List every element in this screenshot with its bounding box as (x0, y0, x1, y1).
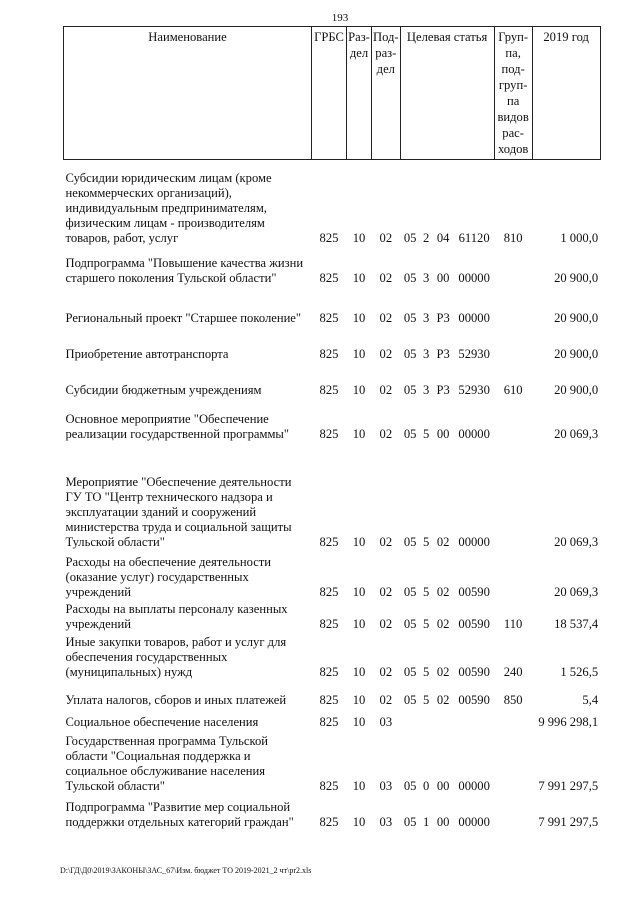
row-target-direction: 00000 (458, 778, 490, 793)
row-target-direction: 52930 (458, 382, 490, 397)
row-target-program: 05 (403, 426, 417, 441)
table-row (64, 160, 601, 246)
row-target-subprogram: 5 (422, 584, 430, 599)
row-target-subprogram: 2 (422, 230, 430, 245)
row-grbs: 825 (319, 230, 339, 245)
row-name: Региональный проект "Старшее поколение" (65, 310, 302, 325)
row-razdel: 10 (352, 814, 366, 829)
table-row (64, 730, 601, 794)
row-expense-type: 610 (503, 382, 523, 397)
row-podrazdel: 02 (379, 346, 393, 361)
row-grbs: 825 (319, 714, 339, 729)
row-expense-type (494, 398, 532, 442)
row-amount: 20 900,0 (554, 382, 599, 397)
row-expense-type: 110 (503, 616, 523, 631)
table-row (64, 680, 601, 708)
page-number: 193 (331, 12, 349, 24)
table-row (64, 794, 601, 830)
row-amount: 20 069,3 (554, 426, 599, 441)
row-podrazdel: 02 (379, 692, 393, 707)
row-amount: 18 537,4 (554, 616, 599, 631)
row-target-subprogram: 3 (422, 382, 430, 397)
header-grbs: ГРБС (312, 27, 347, 160)
row-grbs: 825 (319, 814, 339, 829)
header-year-2019: 2019 год (532, 27, 600, 160)
row-target-program: 05 (403, 664, 417, 679)
row-podrazdel: 02 (379, 616, 393, 631)
row-expense-type (494, 326, 532, 362)
row-podrazdel: 02 (379, 230, 393, 245)
row-target-subprogram: 5 (422, 692, 430, 707)
row-target-event: 00 (436, 814, 450, 829)
row-amount: 1 526,5 (560, 664, 599, 679)
row-podrazdel: 03 (379, 714, 393, 729)
row-expense-type (494, 794, 532, 830)
row-target-subprogram (420, 708, 432, 730)
row-name: Расходы на обеспечение деятельности (оказание услуг) государственных учреждений (65, 554, 272, 599)
row-target-direction: 61120 (458, 230, 490, 245)
row-expense-type: 810 (503, 230, 523, 245)
row-target-event: P3 (436, 310, 450, 325)
row-target-subprogram: 5 (422, 426, 430, 441)
row-podrazdel: 02 (379, 664, 393, 679)
row-target-subprogram: 1 (422, 814, 430, 829)
row-target-program: 05 (403, 616, 417, 631)
table-row (64, 246, 601, 286)
row-target-event: 02 (436, 692, 450, 707)
row-target-direction: 52930 (458, 346, 490, 361)
row-podrazdel: 02 (379, 270, 393, 285)
row-target-direction: 00000 (458, 270, 490, 285)
row-podrazdel: 02 (379, 584, 393, 599)
row-podrazdel: 02 (379, 426, 393, 441)
row-grbs: 825 (319, 584, 339, 599)
row-name: Подпрограмма "Развитие мер социальной поддержки отдельных категорий граждан" (65, 799, 294, 829)
row-target-program: 05 (403, 778, 417, 793)
table-row (64, 708, 601, 730)
row-name: Приобретение автотранспорта (65, 346, 229, 361)
row-expense-type (494, 708, 532, 730)
row-grbs: 825 (319, 778, 339, 793)
row-target-event: P3 (436, 382, 450, 397)
row-name: Социальное обеспечение населения (65, 714, 259, 729)
row-target-event: 02 (436, 534, 450, 549)
table-header-row (64, 27, 601, 160)
row-target-event: 02 (436, 664, 450, 679)
row-name: Иные закупки товаров, работ и услуг для обеспечения государственных (муниципальных) нужд (65, 634, 287, 679)
table-row (64, 398, 601, 442)
row-amount: 20 069,3 (554, 534, 599, 549)
row-amount: 1 000,0 (560, 230, 599, 245)
row-razdel: 10 (352, 692, 366, 707)
row-razdel: 10 (352, 664, 366, 679)
row-grbs: 825 (319, 692, 339, 707)
table-body (64, 160, 601, 830)
row-target-event: 02 (436, 584, 450, 599)
row-amount: 9 996 298,1 (538, 714, 599, 729)
row-razdel: 10 (352, 534, 366, 549)
row-expense-type (494, 286, 532, 326)
row-target-program: 05 (403, 692, 417, 707)
table-row (64, 550, 601, 600)
row-target-program: 05 (403, 270, 417, 285)
row-target-event: 00 (436, 270, 450, 285)
row-target-subprogram: 3 (422, 346, 430, 361)
row-razdel: 10 (352, 616, 366, 631)
row-amount: 20 069,3 (554, 584, 599, 599)
table-row (64, 362, 601, 398)
row-grbs: 825 (319, 310, 339, 325)
table-row (64, 286, 601, 326)
row-podrazdel: 02 (379, 534, 393, 549)
row-expense-type: 240 (503, 664, 523, 679)
row-target-direction: 00000 (458, 310, 490, 325)
row-amount: 5,4 (582, 692, 599, 707)
row-target-program: 05 (403, 814, 417, 829)
row-razdel: 10 (352, 382, 366, 397)
row-amount: 7 991 297,5 (538, 814, 599, 829)
budget-table (63, 26, 601, 830)
row-podrazdel: 03 (379, 778, 393, 793)
row-target-event: 02 (436, 616, 450, 631)
row-target-program: 05 (403, 382, 417, 397)
row-expense-type (494, 246, 532, 286)
row-target-subprogram: 0 (422, 778, 430, 793)
header-name: Наименование (64, 27, 312, 160)
row-name: Субсидии юридическим лицам (кроме некоммерческих организаций), индивидуальным предпринимателям, физическим лицам - производителям товаров, работ, услуг (65, 170, 272, 245)
row-target-subprogram: 5 (422, 616, 430, 631)
row-razdel: 10 (352, 584, 366, 599)
row-target-direction: 00590 (458, 692, 490, 707)
table-row (64, 326, 601, 362)
row-grbs: 825 (319, 616, 339, 631)
header-razdel: Раз- дел (347, 27, 372, 160)
row-expense-type: 850 (503, 692, 523, 707)
row-razdel: 10 (352, 270, 366, 285)
row-target-event (432, 708, 454, 730)
row-target-program: 05 (403, 346, 417, 361)
row-name: Субсидии бюджетным учреждениям (65, 382, 262, 397)
row-target-program: 05 (403, 310, 417, 325)
row-razdel: 10 (352, 346, 366, 361)
row-target-event: 04 (436, 230, 450, 245)
row-razdel: 10 (352, 714, 366, 729)
row-amount: 20 900,0 (554, 270, 599, 285)
row-target-program: 05 (403, 230, 417, 245)
row-razdel: 10 (352, 230, 366, 245)
row-target-direction: 00590 (458, 664, 490, 679)
row-name: Государственная программа Тульской области "Социальная поддержка и социальное обслуживание населения Тульской области" (65, 733, 268, 793)
row-target-subprogram: 5 (422, 534, 430, 549)
row-amount: 20 900,0 (554, 310, 599, 325)
row-target-program (400, 708, 420, 730)
file-path-footer: D:\ГД\Д0\2019\ЗАКОНЫ\ЗАС_67\Изм. бюджет ТО 2019-2021_2 чт\pr2.xls (60, 866, 312, 875)
row-name: Подпрограмма "Повышение качества жизни старшего поколения Тульской области" (65, 255, 304, 285)
header-expense-group: Груп- па, под- груп- па видов рас- ходов (494, 27, 532, 160)
row-amount: 7 991 297,5 (538, 778, 599, 793)
row-name: Мероприятие "Обеспечение деятельности ГУ ТО "Центр технического надзора и эксплуатации зданий и сооружений министерства труда и социальной защиты Тульской области" (65, 474, 292, 549)
table-row (64, 442, 601, 550)
row-name: Уплата налогов, сборов и иных платежей (65, 692, 287, 707)
row-name: Расходы на выплаты персоналу казенных учреждений (65, 601, 288, 631)
row-target-direction: 00590 (458, 584, 490, 599)
row-podrazdel: 02 (379, 310, 393, 325)
row-podrazdel: 02 (379, 382, 393, 397)
row-target-subprogram: 5 (422, 664, 430, 679)
row-name: Основное мероприятие "Обеспечение реализации государственной программы" (65, 411, 290, 441)
row-grbs: 825 (319, 382, 339, 397)
row-expense-type (494, 550, 532, 600)
row-target-direction: 00590 (458, 616, 490, 631)
row-expense-type (494, 730, 532, 794)
row-target-subprogram: 3 (422, 310, 430, 325)
row-target-direction: 00000 (458, 814, 490, 829)
row-target-event: 00 (436, 778, 450, 793)
header-podrazdel: Под- раз- дел (372, 27, 401, 160)
row-target-program: 05 (403, 534, 417, 549)
row-razdel: 10 (352, 778, 366, 793)
table-row (64, 632, 601, 680)
row-target-event: 00 (436, 426, 450, 441)
row-podrazdel: 03 (379, 814, 393, 829)
row-expense-type (494, 442, 532, 550)
row-razdel: 10 (352, 310, 366, 325)
row-target-program: 05 (403, 584, 417, 599)
row-target-direction: 00000 (458, 426, 490, 441)
row-grbs: 825 (319, 534, 339, 549)
row-razdel: 10 (352, 426, 366, 441)
row-grbs: 825 (319, 664, 339, 679)
row-amount: 20 900,0 (554, 346, 599, 361)
row-grbs: 825 (319, 346, 339, 361)
row-target-direction: 00000 (458, 534, 490, 549)
header-target-article: Целевая статья (400, 27, 494, 160)
row-grbs: 825 (319, 426, 339, 441)
table-row (64, 600, 601, 632)
row-target-direction (454, 708, 494, 730)
row-grbs: 825 (319, 270, 339, 285)
row-target-event: P3 (436, 346, 450, 361)
row-target-subprogram: 3 (422, 270, 430, 285)
